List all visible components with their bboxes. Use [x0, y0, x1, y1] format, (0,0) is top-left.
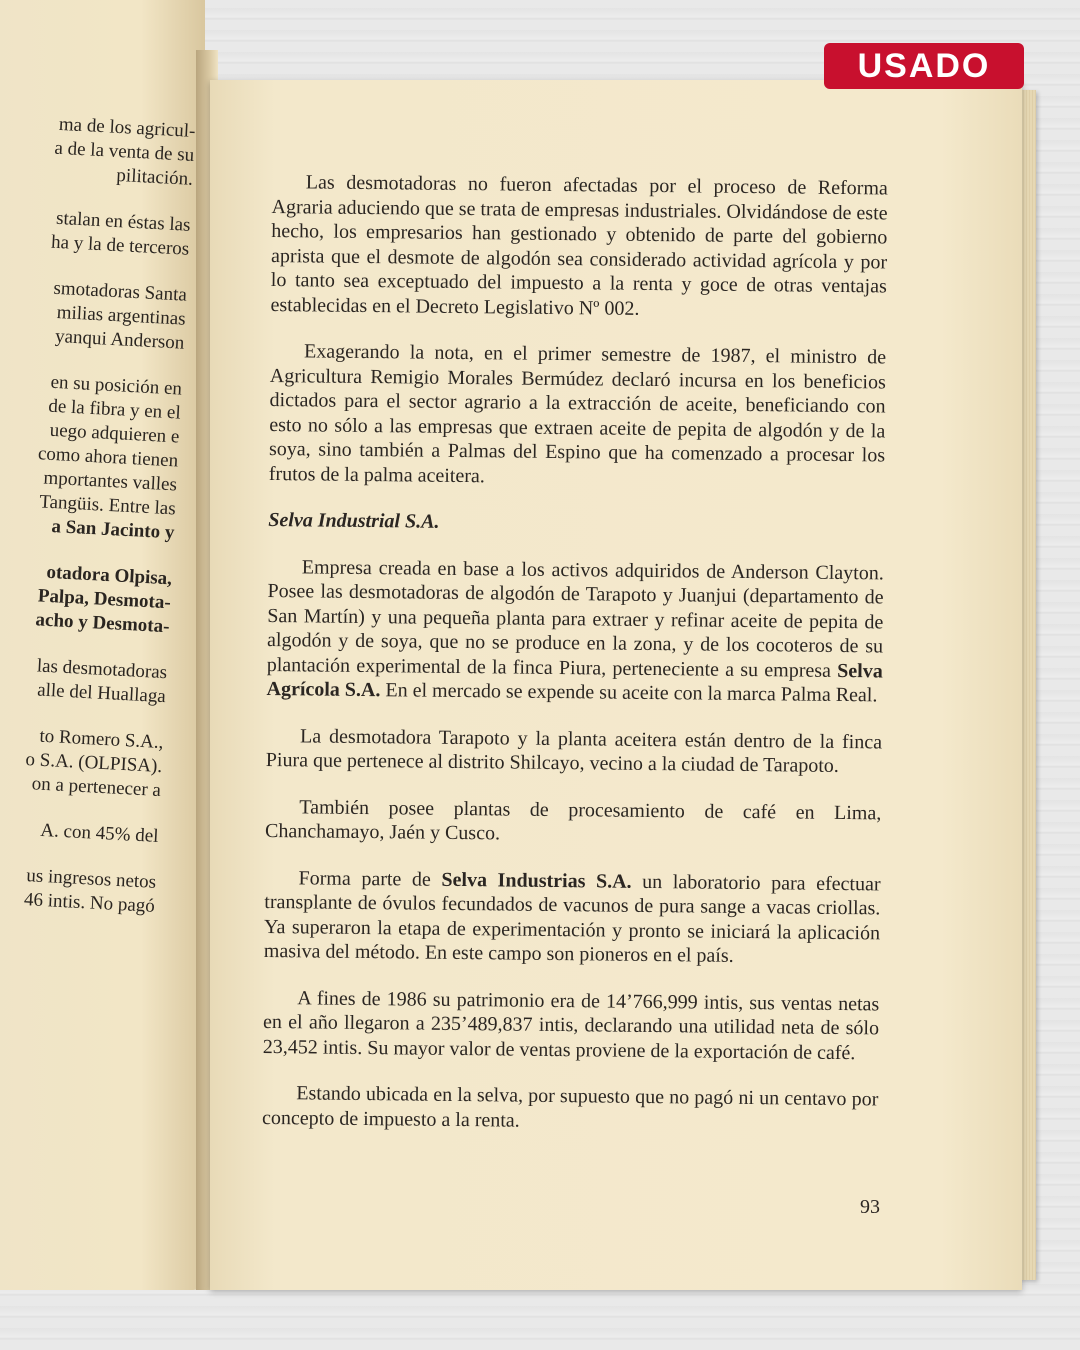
left-page-line: o S.A. (OLPISA).	[25, 748, 163, 778]
left-page-line: a San Jacinto y	[50, 516, 175, 544]
right-page-text	[262, 170, 888, 1158]
paragraph: Estando ubicada en la selva, por supuesto que no pagó ni un centavo por concepto de impuesto a la renta.	[261, 1082, 879, 1132]
left-page-line: to Romero S.A.,	[38, 725, 164, 754]
left-page-line: a de la venta de su	[53, 137, 195, 166]
left-page-line: ha y la de terceros	[50, 231, 190, 260]
paragraph: Exagerando la nota, en el primer semestre de 1987, el ministro de Agricultura Remigio Morales Bermúdez declaró incursa en los beneficios dictados para el sector agrario a la extracción de aceite, beneficiando con esto no sólo a las empresas que extraen aceite de pepita de algodón y de la soya, sino también a Palmas del Espino que ha comenzado a procesar los frutos de la palma aceitera.	[268, 340, 887, 487]
paragraph: También posee plantas de procesamiento de café en Lima, Chanchamayo, Jaén y Cusco.	[264, 795, 882, 845]
left-page-line: smotadoras Santa	[52, 277, 188, 306]
left-page-line: mportantes valles	[43, 467, 178, 496]
left-page-line: A. con 45% del	[39, 819, 159, 848]
left-page-line: pilitación.	[115, 164, 194, 190]
left-page-line: milias argentinas	[56, 301, 187, 330]
left-page-line: acho y Desmota-	[35, 609, 170, 638]
left-page-text	[0, 110, 196, 919]
left-page-line: otadora Olpisa,	[45, 561, 173, 590]
left-page-line: Palpa, Desmota-	[37, 585, 172, 614]
left-page-line: Tangüis. Entre las	[38, 491, 177, 520]
left-page-line: alle del Huallaga	[36, 679, 167, 708]
paragraph: La desmotadora Tarapoto y la planta aceitera están dentro de la finca Piura que pertenece al distrito Shilcayo, vecino a la ciudad de Tarapoto.	[265, 724, 883, 777]
left-page-line: en su posición en	[50, 371, 183, 400]
used-badge: USADO	[824, 43, 1024, 89]
left-page-line: us ingresos netos	[25, 865, 157, 893]
left-page-line: on a pertenecer a	[31, 773, 162, 802]
left-page-line: como ahora tienen	[37, 443, 179, 472]
paragraph: Forma parte de Selva Industrias S.A. un laboratorio para efectuar transplante de óvulos fecundados de vacunos de pura sange a vacas criollas. Ya superaron la etapa de experimentación y pronto se iniciará la aplicación masiva del método. En este campo son pioneros en el país.	[263, 866, 881, 967]
paragraph: A fines de 1986 su patrimonio era de 14’766,999 intis, sus ventas netas en el año llegaron a 235’489,837 intis, declarando una utilidad neta de sólo 23,452 intis. Su mayor valor de ventas proviene de la exportación de café.	[262, 986, 880, 1064]
left-page-line: yanqui Anderson	[54, 325, 185, 354]
left-page-line: de la fibra y en el	[47, 395, 182, 424]
left-page-line: uego adquieren e	[49, 419, 180, 448]
left-page-line: las desmotadoras	[36, 655, 168, 684]
left-page-line: stalan en éstas las	[55, 207, 192, 236]
left-page	[0, 0, 205, 1290]
page-number: 93	[860, 1196, 880, 1218]
left-page-line: 46 intis. No pagó	[23, 889, 156, 917]
paragraph: Empresa creada en base a los activos adquiridos de Anderson Clayton. Posee las desmotadoras de algodón de Tarapoto y Juanjui (departamento de San Martín) y una pequeña planta para extraer y refinar aceite de pepita de algodón y de soya, que no se produce en la zona, y de los cocoteros de su plantación experimental de la finca Piura, perteneciente a su empresa Selva Agrícola S.A. En el mercado se expende su aceite con la marca Palma Real.	[266, 555, 884, 707]
paragraph: Las desmotadoras no fueron afectadas por el proceso de Reforma Agraria aduciendo que se trata de empresas industriales. Olvidándose de este hecho, los empresarios han gestionado y obtenido de parte del gobierno aprista que el desmote de algodón sea considerado actividad agrícola y por lo tanto sea exceptuado del impuesto a la renta y goce de otras ventajas establecidas en el Decreto Legislativo Nº 002.	[270, 171, 888, 320]
section-heading: Selva Industrial S.A.	[268, 508, 440, 533]
left-page-line: ma de los agricul-	[58, 113, 196, 142]
